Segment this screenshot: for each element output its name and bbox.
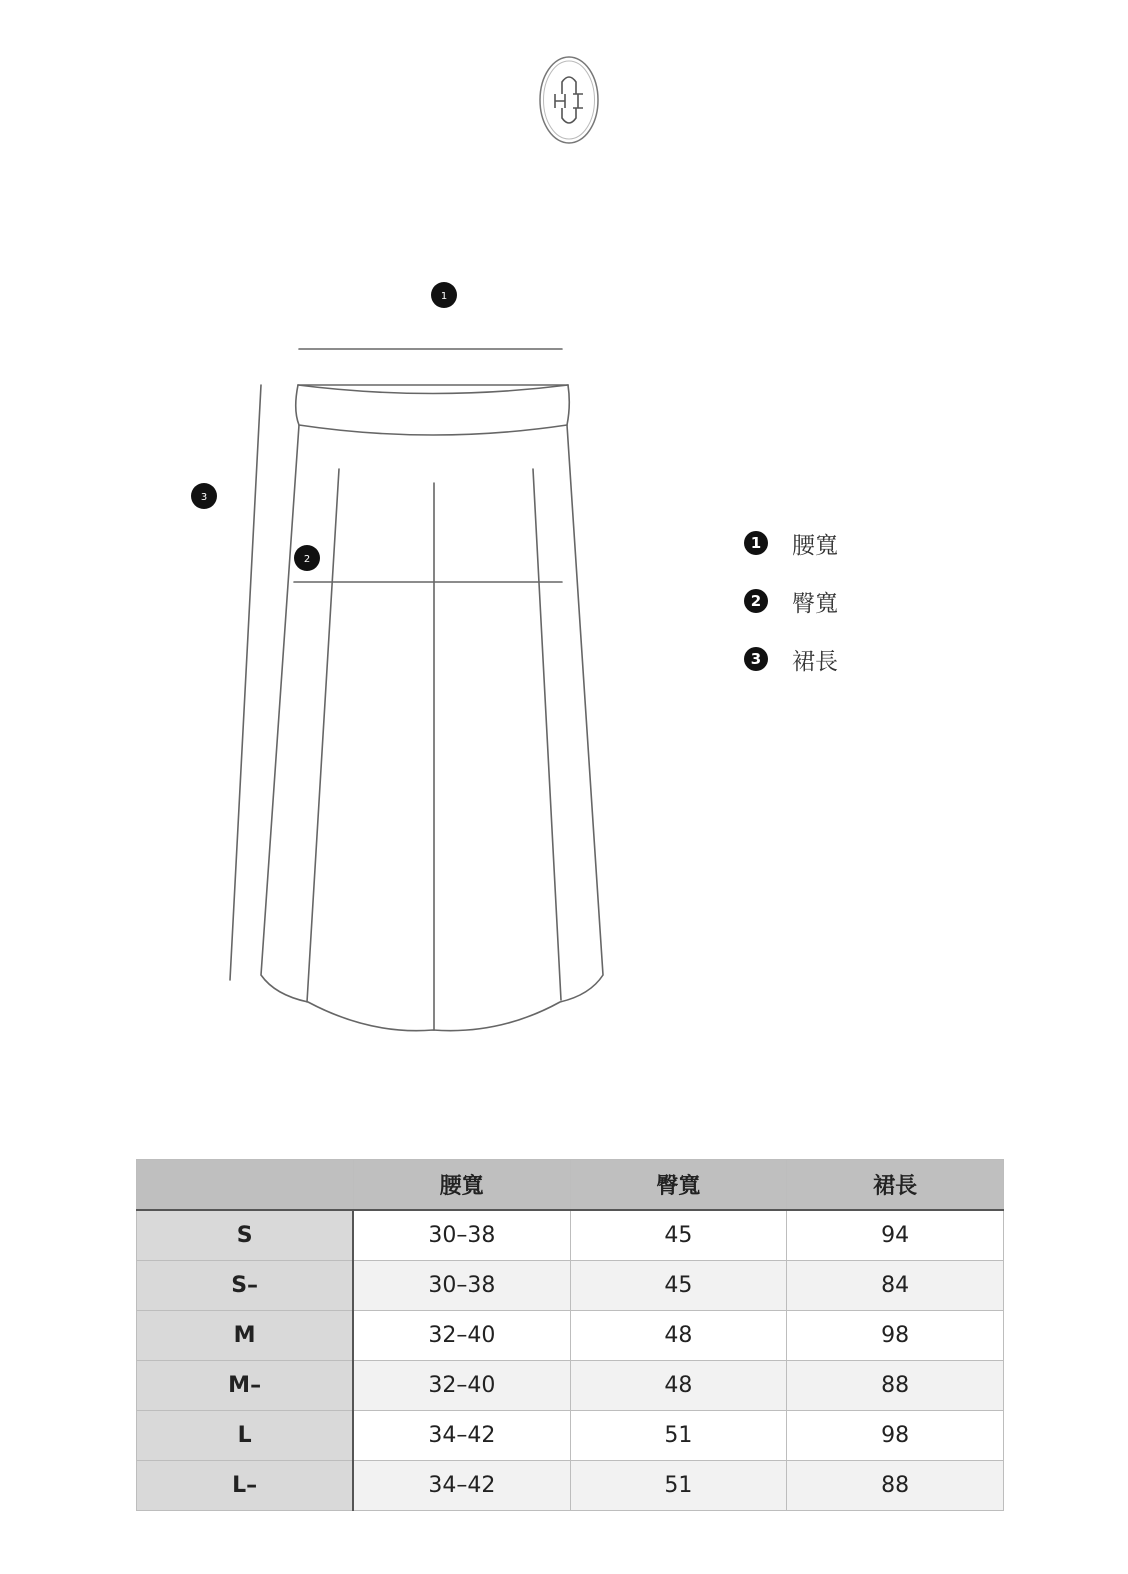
table-row — [137, 1411, 1004, 1461]
waist-cell: 34–42 — [353, 1461, 570, 1511]
brand-logo — [538, 54, 600, 146]
table-header-row — [137, 1160, 1004, 1211]
hip-cell: 45 — [570, 1210, 787, 1261]
header-cell-waist: 腰寬 — [353, 1160, 570, 1211]
hip-cell: 48 — [570, 1311, 787, 1361]
waist-cell: 32–40 — [353, 1311, 570, 1361]
length-cell: 84 — [787, 1261, 1004, 1311]
hip-cell: 48 — [570, 1361, 787, 1411]
waist-cell: 34–42 — [353, 1411, 570, 1461]
header-cell-length: 裙長 — [787, 1160, 1004, 1211]
diagram-marker-1 — [431, 282, 457, 308]
waist-cell: 32–40 — [353, 1361, 570, 1411]
header-cell-size — [137, 1160, 354, 1211]
table-row — [137, 1311, 1004, 1361]
size-cell: S — [137, 1210, 354, 1261]
legend-number: 3 — [744, 647, 768, 671]
length-cell: 98 — [787, 1411, 1004, 1461]
legend-label: 腰寬 — [792, 532, 838, 559]
skirt-diagram — [185, 275, 615, 1045]
hip-cell: 45 — [570, 1261, 787, 1311]
legend-item-waist — [744, 514, 838, 572]
table-row — [137, 1361, 1004, 1411]
svg-text:1: 1 — [440, 291, 448, 302]
size-cell: M– — [137, 1361, 354, 1411]
legend-item-hip — [744, 572, 838, 630]
diagram-marker-2 — [294, 545, 320, 571]
hip-cell: 51 — [570, 1411, 787, 1461]
length-cell: 88 — [787, 1461, 1004, 1511]
size-cell: M — [137, 1311, 354, 1361]
legend-label: 裙長 — [792, 648, 838, 675]
measurement-legend — [744, 514, 838, 688]
svg-text:2: 2 — [303, 554, 311, 565]
header-cell-hip: 臀寬 — [570, 1160, 787, 1211]
legend-number: 1 — [744, 531, 768, 555]
table-row — [137, 1261, 1004, 1311]
length-cell: 98 — [787, 1311, 1004, 1361]
legend-item-length — [744, 630, 838, 688]
table-row — [137, 1461, 1004, 1511]
table-row — [137, 1210, 1004, 1261]
length-cell: 94 — [787, 1210, 1004, 1261]
svg-text:3: 3 — [200, 492, 208, 503]
diagram-marker-3 — [191, 483, 217, 509]
hip-cell: 51 — [570, 1461, 787, 1511]
waist-cell: 30–38 — [353, 1210, 570, 1261]
length-cell: 88 — [787, 1361, 1004, 1411]
legend-label: 臀寬 — [792, 590, 838, 617]
size-table — [136, 1159, 1004, 1511]
size-cell: S– — [137, 1261, 354, 1311]
waist-cell: 30–38 — [353, 1261, 570, 1311]
size-cell: L– — [137, 1461, 354, 1511]
legend-number: 2 — [744, 589, 768, 613]
size-cell: L — [137, 1411, 354, 1461]
